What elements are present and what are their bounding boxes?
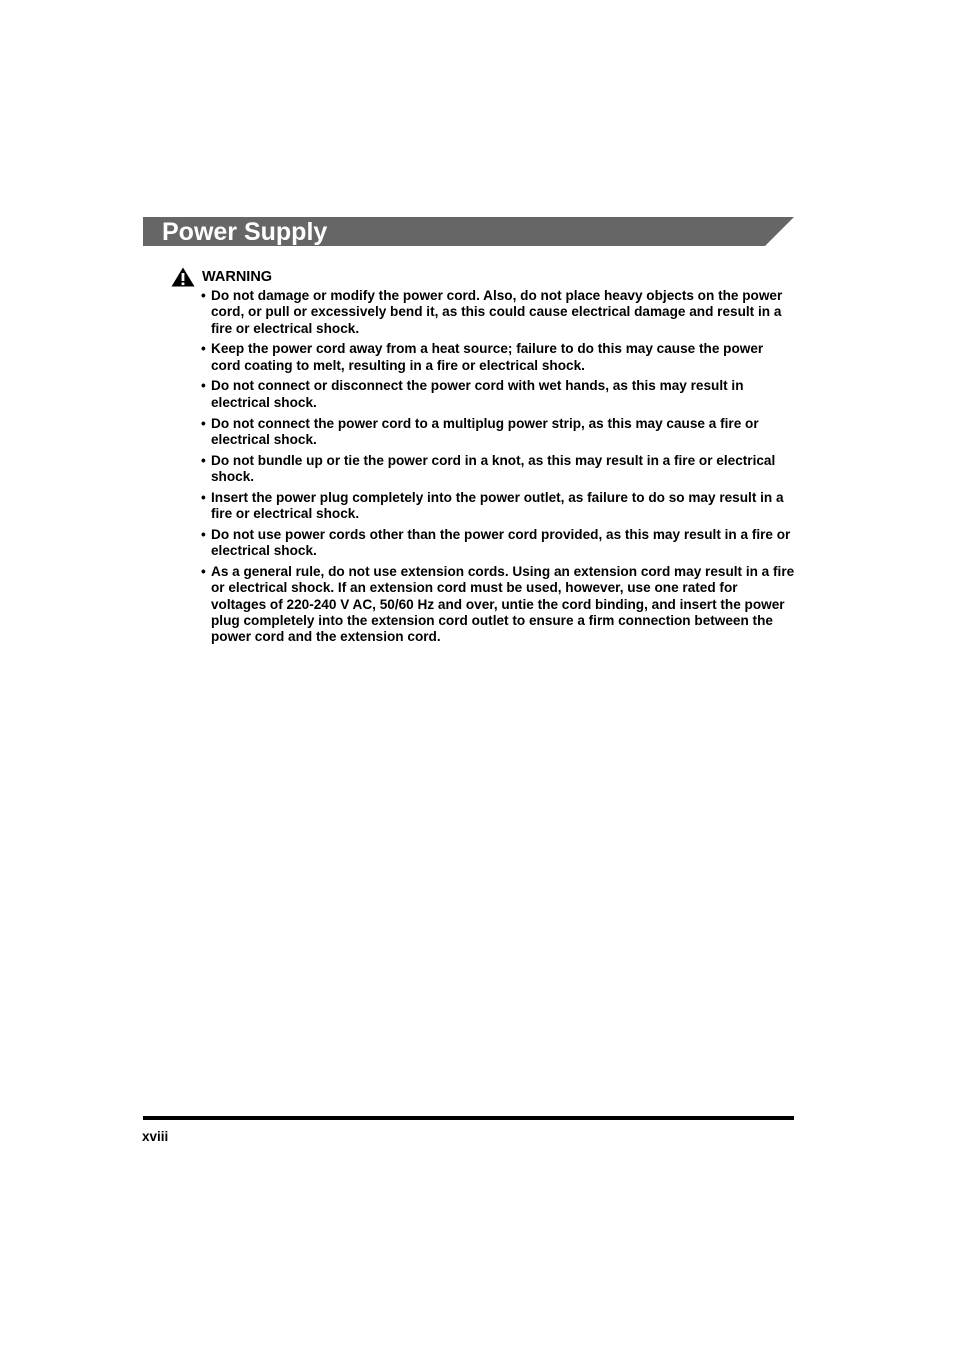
bullet: • xyxy=(201,452,206,468)
bullet: • xyxy=(201,378,206,394)
warning-item xyxy=(201,341,795,374)
warning-item xyxy=(201,416,795,449)
warning-item-text: Keep the power cord away from a heat source; failure to do this may cause the power cord coating to melt, resulting in a fire or electrical shock. xyxy=(211,341,764,373)
warning-list xyxy=(201,288,795,650)
warning-item-text: Insert the power plug completely into the power outlet, as failure to do so may result in a fire or electrical shock. xyxy=(211,489,784,522)
warning-item-text: Do not damage or modify the power cord. Also, do not place heavy objects on the power cord, or pull or excessively bend it, as this could cause electrical damage and result in a fire or electrical shock. xyxy=(211,288,783,336)
warning-item-text: Do not bundle up or tie the power cord in a knot, as this may result in a fire or electrical shock. xyxy=(211,452,776,484)
page-number: xviii xyxy=(142,1129,169,1144)
warning-item-text: Do not connect or disconnect the power cord with wet hands, as this may result in electrical shock. xyxy=(211,378,744,410)
footer-rule xyxy=(143,1116,794,1120)
warning-item xyxy=(201,453,795,486)
warning-item xyxy=(201,527,795,560)
warning-item xyxy=(201,490,795,523)
warning-item xyxy=(201,288,795,337)
page-title: Power Supply xyxy=(162,218,328,246)
warning-item xyxy=(201,378,795,411)
bullet: • xyxy=(201,563,206,579)
warning-item-text: Do not connect the power cord to a multiplug power strip, as this may cause a fire or electrical shock. xyxy=(211,415,759,447)
section-title-banner xyxy=(143,217,794,246)
warning-triangle-icon xyxy=(171,267,195,287)
warning-item-text: Do not use power cords other than the power cord provided, as this may result in a fire or electrical shock. xyxy=(211,526,791,559)
bullet: • xyxy=(201,341,206,357)
bullet: • xyxy=(201,415,206,431)
bullet: • xyxy=(201,526,206,542)
bullet: • xyxy=(201,489,206,505)
bullet: • xyxy=(201,288,206,303)
warning-header xyxy=(171,267,272,287)
warning-label: WARNING xyxy=(202,269,273,285)
warning-item xyxy=(201,564,795,645)
warning-item-text: As a general rule, do not use extension cords. Using an extension cord may result in a fire or electrical shock. If an extension cord must be used, however, use one rated for voltages of 220-240 V AC, 50/60 Hz and over, untie the cord binding, and insert the power plug completely into the extension cord outlet to ensure a firm connection between the power cord and the extension cord. xyxy=(211,563,795,645)
